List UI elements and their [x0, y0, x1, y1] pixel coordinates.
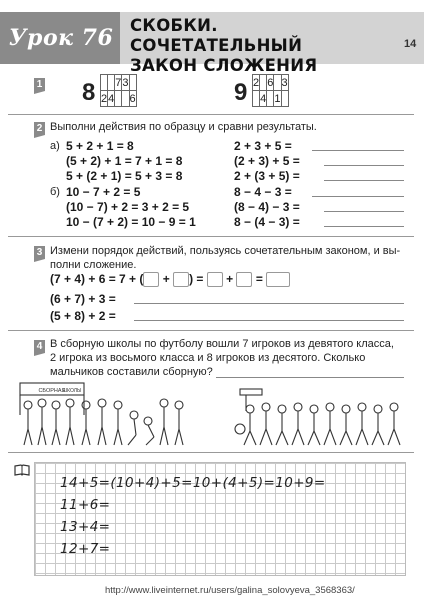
task-4-marker: 4	[34, 340, 45, 353]
grid-cell	[274, 75, 281, 91]
exercise-b-1: 8 − 4 − 3 =	[234, 185, 292, 199]
grid-cell	[129, 75, 136, 91]
task-1-marker: 1	[34, 78, 45, 91]
grid-a-table	[100, 74, 137, 107]
exercise-b-2: (8 − 4) − 3 =	[234, 200, 300, 214]
example-b-1: 10 − 7 + 2 = 5	[66, 185, 141, 199]
section-divider	[8, 330, 414, 331]
football-team-illustration	[14, 381, 412, 449]
banner-text-left-2: ШКОЛЫ	[62, 388, 82, 394]
grid-b-table	[252, 74, 289, 107]
regroup-row-1	[50, 272, 290, 287]
part-b-label: б)	[50, 186, 60, 198]
task-3-instruction	[50, 244, 410, 272]
handwritten-line-1: 14+5=(10+4)+5=10+(4+5)=10+9=	[60, 475, 326, 491]
answer-line[interactable]	[312, 150, 404, 151]
page-number: 14	[404, 38, 417, 50]
grid-cell: 2	[253, 76, 260, 89]
example-a-2: (5 + 2) + 1 = 7 + 1 = 8	[66, 154, 183, 168]
grid-cell	[267, 91, 274, 107]
exercise-a-1: 2 + 3 + 5 =	[234, 139, 292, 153]
task-4-line-3: мальчиков составили сборную?	[50, 366, 213, 378]
task-3-instruction-line-1: Измени порядок действий, пользуясь сочетательным законом, и вы-	[50, 245, 401, 257]
grid-cell: 6	[129, 92, 136, 105]
blank-box[interactable]	[173, 272, 189, 287]
grid-cell: 6	[267, 76, 274, 89]
task-4-line-1: В сборную школы по футболу вошли 7 игроков из девятого класса,	[50, 338, 394, 350]
grid-cell	[281, 91, 288, 107]
close-paren-equals: ) =	[189, 272, 204, 286]
title-line-1: СКОБКИ. СОЧЕТАТЕЛЬНЫЙ	[130, 16, 303, 55]
regroup-row-2: (6 + 7) + 3 =	[50, 292, 116, 306]
grid-cell: 2	[101, 92, 108, 105]
regroup-row-1-start: (7 + 4) + 6 = 7 + (	[50, 272, 144, 286]
title-line-2: ЗАКОН СЛОЖЕНИЯ	[130, 56, 318, 75]
example-a-1: 5 + 2 + 1 = 8	[66, 139, 134, 153]
regroup-row-3: (5 + 8) + 2 =	[50, 309, 116, 323]
banner-text-left-1: СБОРНАЯ	[38, 388, 66, 394]
grid-cell	[108, 75, 115, 91]
section-divider	[8, 236, 414, 237]
task-4-line-2: 2 игрока из восьмого класса и 8 игроков из десятого. Сколько	[50, 352, 366, 364]
equals-sign: =	[255, 272, 263, 286]
right-team-figures	[240, 389, 400, 445]
answer-line[interactable]	[134, 320, 404, 321]
lesson-label: Урок 76	[8, 25, 114, 51]
example-b-2: (10 − 7) + 2 = 3 + 2 = 5	[66, 200, 190, 214]
grid-cell: 1	[274, 92, 281, 105]
grid-cell	[101, 75, 108, 91]
task-3-marker: 3	[34, 246, 45, 259]
footer-url: http://www.liveinternet.ru/users/galina_solovyeva_3568363/	[105, 585, 355, 596]
grid-cell: 3	[122, 76, 129, 89]
task-3-instruction-line-2: полни сложение.	[50, 259, 137, 271]
answer-line[interactable]	[216, 377, 404, 378]
exercise-b-3: 8 − (4 − 3) =	[234, 215, 300, 229]
answer-box[interactable]	[266, 272, 290, 287]
answer-line[interactable]	[324, 180, 404, 181]
answer-line[interactable]	[324, 226, 404, 227]
section-divider	[8, 114, 414, 115]
grid-b-number: 9	[234, 79, 248, 106]
answer-line[interactable]	[324, 211, 404, 212]
example-a-3: 5 + (2 + 1) = 5 + 3 = 8	[66, 169, 183, 183]
example-b-3: 10 − (7 + 2) = 10 − 9 = 1	[66, 215, 196, 229]
page-title	[130, 16, 395, 76]
task-4-problem	[50, 337, 410, 379]
part-a-label: а)	[50, 140, 60, 152]
grid-cell	[253, 91, 260, 107]
exercise-a-2: (2 + 3) + 5 =	[234, 154, 300, 168]
blank-box[interactable]	[236, 272, 252, 287]
answer-line[interactable]	[134, 303, 404, 304]
task-2-marker: 2	[34, 122, 45, 135]
grid-cell: 4	[260, 92, 267, 105]
handwritten-line-2: 11+6=	[60, 497, 111, 513]
answer-line[interactable]	[312, 196, 404, 197]
grid-cell	[260, 75, 267, 91]
grid-cell	[115, 91, 122, 107]
grid-cell: 3	[281, 76, 288, 89]
football-icon	[235, 424, 245, 434]
plus-sign: +	[226, 272, 234, 286]
grid-cell: 7	[115, 76, 122, 89]
section-divider	[8, 452, 414, 453]
answer-line[interactable]	[324, 165, 404, 166]
exercise-a-3: 2 + (3 + 5) =	[234, 169, 300, 183]
grid-cell: 4	[108, 92, 115, 105]
handwritten-line-3: 13+4=	[60, 519, 111, 535]
blank-box[interactable]	[207, 272, 223, 287]
grid-a-number: 8	[82, 79, 96, 106]
blank-box[interactable]	[143, 272, 159, 287]
grid-cell	[122, 91, 129, 107]
plus-sign: +	[162, 272, 170, 286]
notebook-icon	[14, 464, 30, 476]
task-2-instruction: Выполни действия по образцу и сравни результаты.	[50, 121, 317, 133]
handwritten-line-4: 12+7=	[60, 541, 111, 557]
